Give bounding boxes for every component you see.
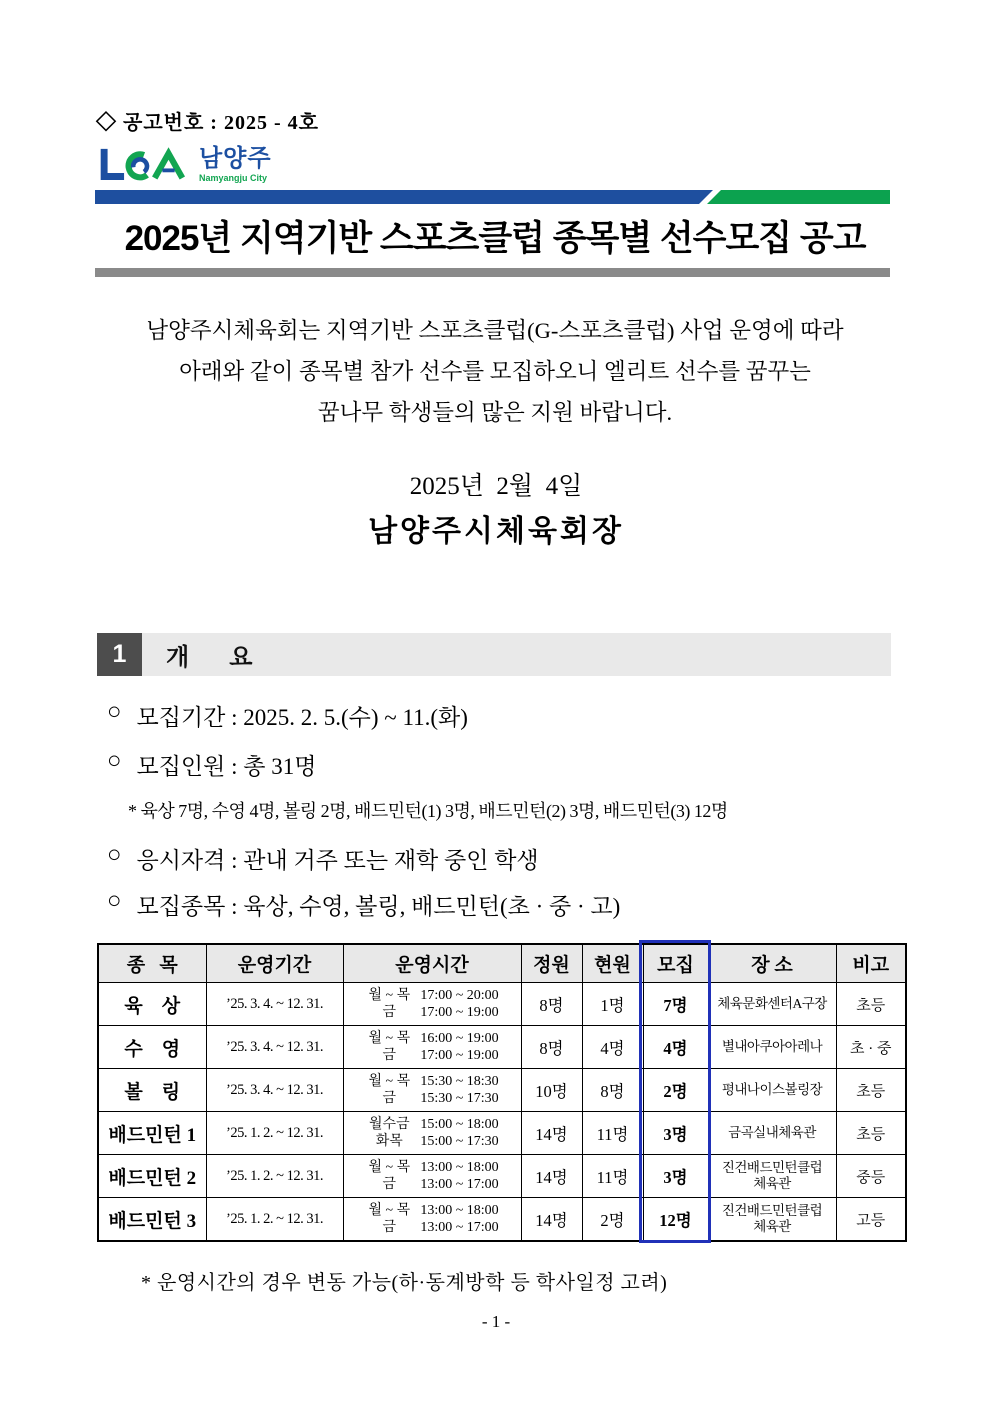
capacity-cell: 14명 xyxy=(521,1198,582,1242)
bullet-item-sports xyxy=(107,888,620,921)
col-header-current: 현원 xyxy=(582,944,643,983)
bullet-item-period xyxy=(107,699,468,732)
col-header-time: 운영시간 xyxy=(343,944,521,983)
table-row xyxy=(98,1069,906,1112)
city-name-en: Namyangju City xyxy=(199,173,268,183)
recruit-cell: 7명 xyxy=(643,983,708,1026)
grade-cell: 중등 xyxy=(836,1155,906,1198)
time-range: 15:30 ~ 18:30 xyxy=(420,1074,499,1089)
current-cell: 2명 xyxy=(582,1198,643,1242)
period-cell: ’25. 1. 2. ~ 12. 31. xyxy=(206,1112,343,1155)
accent-bar-green-segment xyxy=(707,190,890,204)
time-days: 금 xyxy=(382,1091,397,1106)
operation-note: * 운영시간의 경우 변동 가능(하·동계방학 등 학사일정 고려) xyxy=(141,1272,668,1294)
time-range: 15:00 ~ 18:00 xyxy=(420,1117,499,1132)
recruit-cell: 4명 xyxy=(643,1026,708,1069)
time-cell xyxy=(343,1069,521,1112)
time-range: 17:00 ~ 19:00 xyxy=(420,1048,499,1063)
grade-cell: 초등 xyxy=(836,1112,906,1155)
time-days: 월 ~ 목 xyxy=(368,1031,411,1046)
city-name: 남양주 xyxy=(199,145,272,172)
col-header-place: 장 소 xyxy=(708,944,836,983)
col-header-capacity: 정원 xyxy=(521,944,582,983)
period-cell: ’25. 3. 4. ~ 12. 31. xyxy=(206,1069,343,1112)
table-row xyxy=(98,1112,906,1155)
period-cell: ’25. 1. 2. ~ 12. 31. xyxy=(206,1198,343,1242)
time-days: 금 xyxy=(382,1220,397,1235)
col-header-grade: 비고 xyxy=(836,944,906,983)
intro-line: 남양주시체육회는 지역기반 스포츠클럽(G-스포츠클럽) 사업 운영에 따라 xyxy=(146,318,844,343)
time-days: 월 ~ 목 xyxy=(368,1160,411,1175)
time-range: 13:00 ~ 17:00 xyxy=(420,1220,499,1235)
time-days: 화목 xyxy=(375,1134,403,1149)
bullet-item-headcount xyxy=(107,748,316,781)
sport-cell: 배드민턴 1 xyxy=(98,1112,206,1155)
time-range: 15:30 ~ 17:30 xyxy=(420,1091,499,1106)
current-cell: 4명 xyxy=(582,1026,643,1069)
recruit-cell: 3명 xyxy=(643,1155,708,1198)
period-cell: ’25. 3. 4. ~ 12. 31. xyxy=(206,983,343,1026)
capacity-cell: 14명 xyxy=(521,1155,582,1198)
time-days: 월수금 xyxy=(369,1117,410,1132)
time-range: 16:00 ~ 19:00 xyxy=(420,1031,499,1046)
time-cell xyxy=(343,1026,521,1069)
circle-bullet-icon: ○ xyxy=(107,842,122,868)
time-range: 13:00 ~ 18:00 xyxy=(420,1160,499,1175)
place-cell: 별내아쿠아아레나 xyxy=(708,1026,836,1069)
recruit-cell: 2명 xyxy=(643,1069,708,1112)
sport-cell: 배드민턴 2 xyxy=(98,1155,206,1198)
page-title: 2025년 지역기반 스포츠클럽 종목별 선수모집 공고 xyxy=(124,219,866,258)
circle-bullet-icon: ○ xyxy=(107,888,122,914)
bullet-text: 모집기간 : 2025. 2. 5.(수) ~ 11.(화) xyxy=(136,705,468,730)
time-range: 17:00 ~ 20:00 xyxy=(420,988,499,1003)
capacity-cell: 8명 xyxy=(521,1026,582,1069)
recruit-cell: 3명 xyxy=(643,1112,708,1155)
capacity-cell: 8명 xyxy=(521,983,582,1026)
grade-cell: 고등 xyxy=(836,1198,906,1242)
sport-cell: 육 상 xyxy=(98,983,206,1026)
time-cell xyxy=(343,983,521,1026)
time-days: 금 xyxy=(382,1005,397,1020)
sport-cell: 수 영 xyxy=(98,1026,206,1069)
time-range: 13:00 ~ 18:00 xyxy=(420,1203,499,1218)
namyangju-logo-icon xyxy=(98,144,190,186)
period-cell: ’25. 1. 2. ~ 12. 31. xyxy=(206,1155,343,1198)
page-number: - 1 - xyxy=(481,1312,511,1331)
time-days: 월 ~ 목 xyxy=(368,988,411,1003)
place-cell: 진건배드민턴클럽 체육관 xyxy=(708,1155,836,1198)
section-header-overview xyxy=(97,633,891,676)
top-accent-bar xyxy=(95,190,890,204)
col-header-sport: 종 목 xyxy=(98,944,206,983)
table-header-row xyxy=(98,944,906,983)
current-cell: 8명 xyxy=(582,1069,643,1112)
current-cell: 1명 xyxy=(582,983,643,1026)
table-row xyxy=(98,983,906,1026)
current-cell: 11명 xyxy=(582,1155,643,1198)
bullet-text: 모집종목 : 육상, 수영, 볼링, 배드민턴(초 · 중 · 고) xyxy=(136,894,621,919)
grade-cell: 초 · 중 xyxy=(836,1026,906,1069)
time-days: 월 ~ 목 xyxy=(368,1074,411,1089)
recruitment-table xyxy=(97,943,907,1242)
capacity-cell: 14명 xyxy=(521,1112,582,1155)
time-days: 월 ~ 목 xyxy=(368,1203,411,1218)
intro-line: 아래와 같이 종목별 참가 선수를 모집하오니 엘리트 선수를 꿈꾸는 xyxy=(179,359,811,384)
notice-number: ◇ 공고번호 : 2025 - 4호 xyxy=(96,112,319,134)
time-cell xyxy=(343,1112,521,1155)
time-range: 17:00 ~ 19:00 xyxy=(420,1005,499,1020)
time-days: 금 xyxy=(382,1048,397,1063)
place-cell: 평내나이스볼링장 xyxy=(708,1069,836,1112)
table-row xyxy=(98,1198,906,1242)
bullet-text: 응시자격 : 관내 거주 또는 재학 중인 학생 xyxy=(136,848,539,873)
city-logo xyxy=(98,144,272,186)
circle-bullet-icon: ○ xyxy=(107,699,122,725)
intro-paragraph xyxy=(95,310,895,433)
signer-title: 남양주시체육회장 xyxy=(368,515,624,548)
grade-cell: 초등 xyxy=(836,983,906,1026)
col-header-period: 운영기간 xyxy=(206,944,343,983)
circle-bullet-icon: ○ xyxy=(107,748,122,774)
time-range: 15:00 ~ 17:30 xyxy=(420,1134,499,1149)
grade-cell: 초등 xyxy=(836,1069,906,1112)
period-cell: ’25. 3. 4. ~ 12. 31. xyxy=(206,1026,343,1069)
place-cell: 체육문화센터A구장 xyxy=(708,983,836,1026)
accent-bar-blue-segment xyxy=(95,190,713,204)
current-cell: 11명 xyxy=(582,1112,643,1155)
table-row xyxy=(98,1155,906,1198)
recruitment-table-container xyxy=(97,943,905,1242)
bullet-text: 모집인원 : 총 31명 xyxy=(136,754,317,779)
capacity-cell: 10명 xyxy=(521,1069,582,1112)
announcement-date: 2025년 2월 4일 xyxy=(409,473,583,500)
section-title: 개 요 xyxy=(142,633,891,676)
section-number-badge: 1 xyxy=(97,633,142,676)
time-range: 13:00 ~ 17:00 xyxy=(420,1177,499,1192)
intro-line: 꿈나무 학생들의 많은 지원 바랍니다. xyxy=(317,400,673,425)
sport-cell: 배드민턴 3 xyxy=(98,1198,206,1242)
time-days: 금 xyxy=(382,1177,397,1192)
place-cell: 진건배드민턴클럽 체육관 xyxy=(708,1198,836,1242)
col-header-recruit: 모집 xyxy=(643,944,708,983)
recruit-cell: 12명 xyxy=(643,1198,708,1242)
sport-cell: 볼 링 xyxy=(98,1069,206,1112)
recruit-breakdown-note: * 육상 7명, 수영 4명, 볼링 2명, 배드민턴(1) 3명, 배드민턴(2) 3명, 배드민턴(3) 12명 xyxy=(128,801,728,821)
title-underline-bar xyxy=(95,268,890,277)
table-row xyxy=(98,1026,906,1069)
time-cell xyxy=(343,1155,521,1198)
place-cell: 금곡실내체육관 xyxy=(708,1112,836,1155)
time-cell xyxy=(343,1198,521,1242)
bullet-item-eligibility xyxy=(107,842,539,875)
